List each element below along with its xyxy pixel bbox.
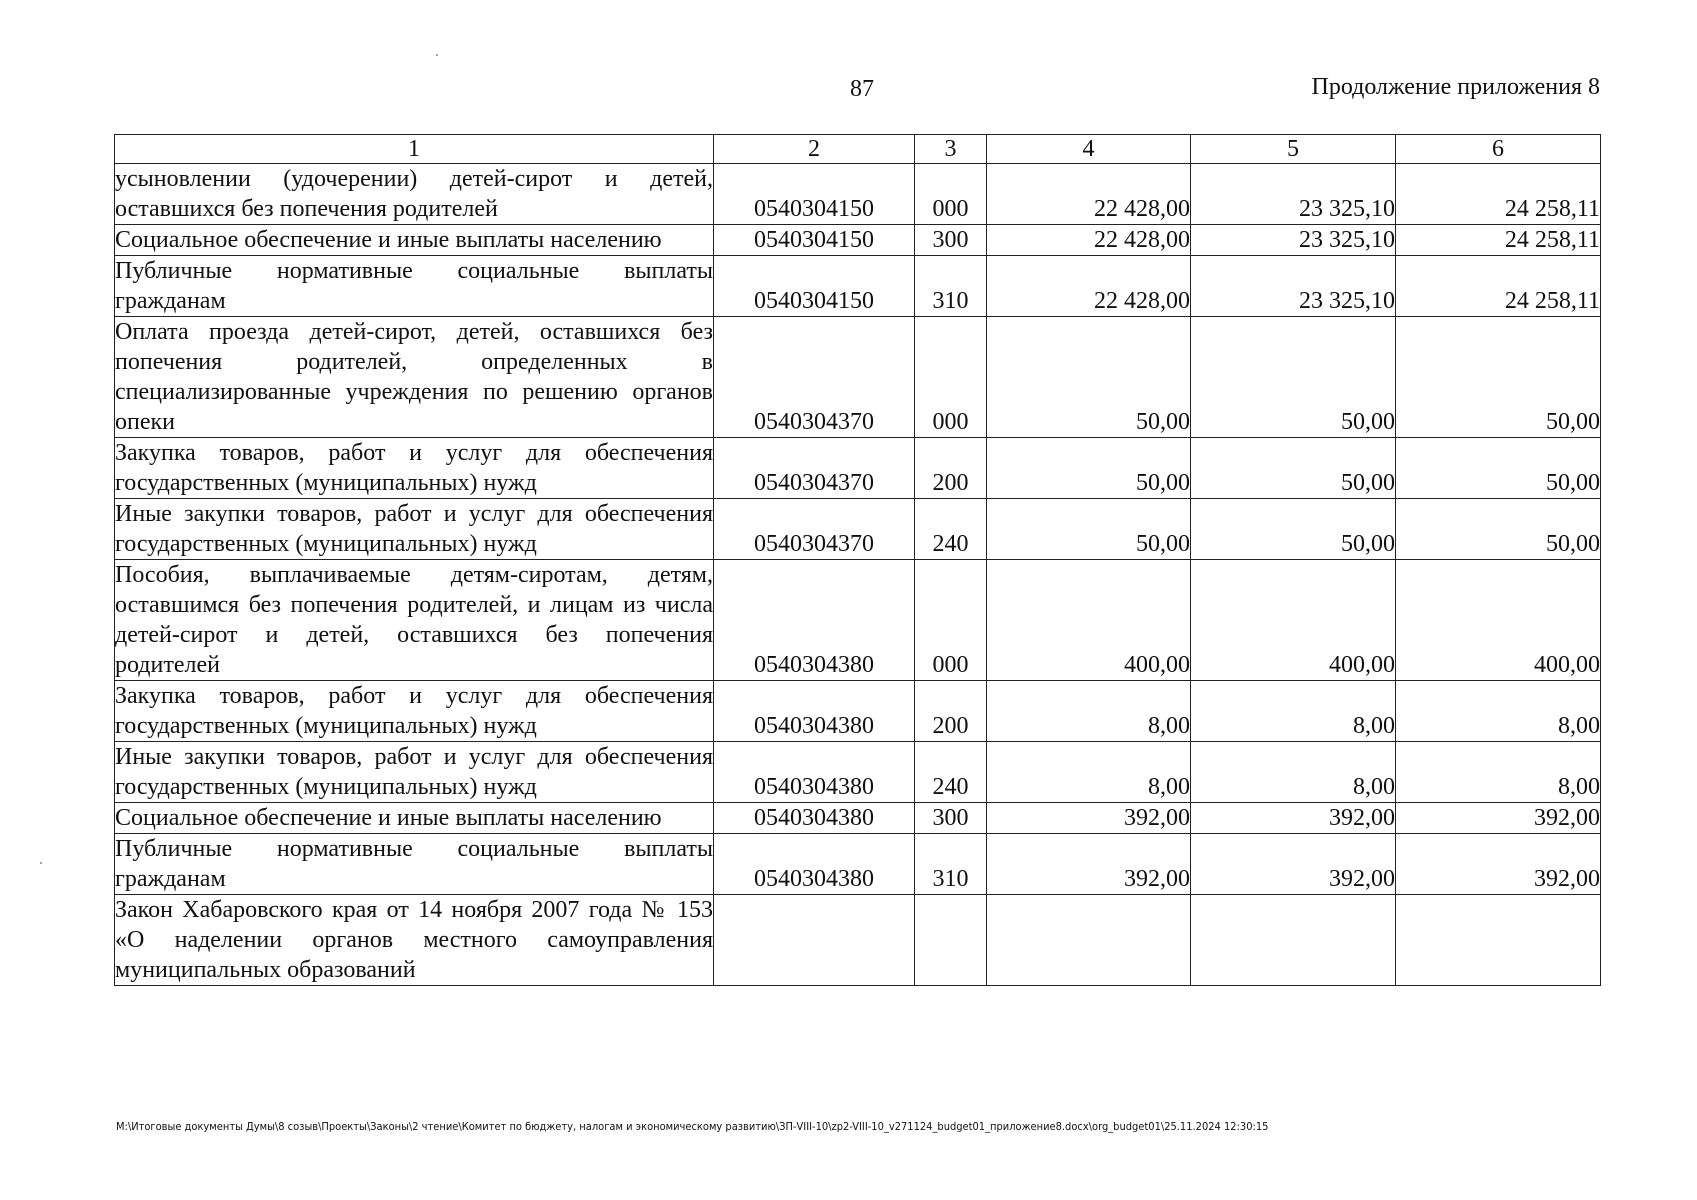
target-article-code-cell: 0540304380	[714, 560, 915, 681]
amount-year2-cell: 50,00	[1191, 438, 1396, 499]
amount-year1-cell: 22 428,00	[987, 164, 1191, 225]
target-article-code-cell: 0540304370	[714, 317, 915, 438]
expense-type-cell: 200	[915, 681, 987, 742]
target-article-code-cell: 0540304380	[714, 834, 915, 895]
expense-type-cell: 000	[915, 317, 987, 438]
amount-year2-cell: 400,00	[1191, 560, 1396, 681]
column-header: 3	[915, 135, 987, 164]
amount-year2-cell: 50,00	[1191, 499, 1396, 560]
amount-year2-cell	[1191, 895, 1396, 986]
amount-year3-cell: 8,00	[1396, 742, 1601, 803]
file-path-footer: M:\Итоговые документы Думы\8 созыв\Проекты\Законы\2 чтение\Комитет по бюджету, налогам и экономическому развитию\ЗП-VIII-10\zp2-VIII-10_v271124_budget01_приложение8.docx\org_budget01\25.11.2024 12:30:15	[116, 1120, 1269, 1133]
column-number-row	[115, 135, 1601, 164]
amount-year1-cell	[987, 895, 1191, 986]
row-name-cell: Социальное обеспечение и иные выплаты населению	[115, 803, 714, 834]
amount-year3-cell: 8,00	[1396, 681, 1601, 742]
expense-type-cell: 000	[915, 164, 987, 225]
table-row	[115, 317, 1601, 438]
table-row	[115, 803, 1601, 834]
table-row	[115, 681, 1601, 742]
amount-year1-cell: 50,00	[987, 317, 1191, 438]
row-name-cell: Иные закупки товаров, работ и услуг для обеспечения государственных (муниципальных) нужд	[115, 499, 714, 560]
amount-year2-cell: 23 325,10	[1191, 256, 1396, 317]
table-row	[115, 834, 1601, 895]
target-article-code-cell: 0540304370	[714, 499, 915, 560]
amount-year3-cell: 392,00	[1396, 834, 1601, 895]
expense-type-cell: 240	[915, 499, 987, 560]
amount-year3-cell: 50,00	[1396, 499, 1601, 560]
expense-type-cell	[915, 895, 987, 986]
table-row	[115, 164, 1601, 225]
row-name-cell: Иные закупки товаров, работ и услуг для обеспечения государственных (муниципальных) нужд	[115, 742, 714, 803]
row-name-cell: Публичные нормативные социальные выплаты гражданам	[115, 256, 714, 317]
table-row	[115, 895, 1601, 986]
target-article-code-cell: 0540304370	[714, 438, 915, 499]
column-header: 2	[714, 135, 915, 164]
scan-speck	[40, 862, 42, 864]
amount-year3-cell: 24 258,11	[1396, 164, 1601, 225]
row-name-cell: Закупка товаров, работ и услуг для обеспечения государственных (муниципальных) нужд	[115, 438, 714, 499]
amount-year1-cell: 392,00	[987, 803, 1191, 834]
column-header: 5	[1191, 135, 1396, 164]
amount-year2-cell: 23 325,10	[1191, 164, 1396, 225]
expense-type-cell: 300	[915, 225, 987, 256]
page-number: 87	[850, 76, 874, 102]
table-row	[115, 499, 1601, 560]
amount-year3-cell	[1396, 895, 1601, 986]
amount-year3-cell: 392,00	[1396, 803, 1601, 834]
expense-type-cell: 310	[915, 256, 987, 317]
expense-type-cell: 000	[915, 560, 987, 681]
row-name-cell: Пособия, выплачиваемые детям-сиротам, детям, оставшимся без попечения родителей, и лицам из числа детей-сирот и детей, оставшихся без попечения родителей	[115, 560, 714, 681]
column-header: 4	[987, 135, 1191, 164]
row-name-cell: Публичные нормативные социальные выплаты гражданам	[115, 834, 714, 895]
target-article-code-cell: 0540304150	[714, 256, 915, 317]
amount-year2-cell: 50,00	[1191, 317, 1396, 438]
column-header: 6	[1396, 135, 1601, 164]
amount-year1-cell: 400,00	[987, 560, 1191, 681]
target-article-code-cell: 0540304380	[714, 681, 915, 742]
table-row	[115, 560, 1601, 681]
target-article-code-cell: 0540304380	[714, 742, 915, 803]
amount-year1-cell: 50,00	[987, 499, 1191, 560]
amount-year2-cell: 8,00	[1191, 742, 1396, 803]
target-article-code-cell: 0540304150	[714, 164, 915, 225]
amount-year3-cell: 24 258,11	[1396, 256, 1601, 317]
row-name-cell: Закон Хабаровского края от 14 ноября 2007 года № 153 «О наделении органов местного самоуправления муниципальных образований	[115, 895, 714, 986]
target-article-code-cell: 0540304380	[714, 803, 915, 834]
expense-type-cell: 200	[915, 438, 987, 499]
amount-year2-cell: 392,00	[1191, 834, 1396, 895]
target-article-code-cell	[714, 895, 915, 986]
row-name-cell: усыновлении (удочерении) детей-сирот и детей, оставшихся без попечения родителей	[115, 164, 714, 225]
amount-year2-cell: 392,00	[1191, 803, 1396, 834]
amount-year2-cell: 8,00	[1191, 681, 1396, 742]
column-header: 1	[115, 135, 714, 164]
amount-year2-cell: 23 325,10	[1191, 225, 1396, 256]
amount-year3-cell: 400,00	[1396, 560, 1601, 681]
amount-year1-cell: 22 428,00	[987, 225, 1191, 256]
expense-type-cell: 240	[915, 742, 987, 803]
table-body	[115, 164, 1601, 986]
amount-year1-cell: 8,00	[987, 681, 1191, 742]
budget-table	[114, 134, 1601, 986]
amount-year3-cell: 50,00	[1396, 317, 1601, 438]
table-row	[115, 438, 1601, 499]
table-row	[115, 256, 1601, 317]
appendix-label: Продолжение приложения 8	[1311, 74, 1600, 100]
expense-type-cell: 300	[915, 803, 987, 834]
table-row	[115, 742, 1601, 803]
target-article-code-cell: 0540304150	[714, 225, 915, 256]
table-row	[115, 225, 1601, 256]
row-name-cell: Закупка товаров, работ и услуг для обеспечения государственных (муниципальных) нужд	[115, 681, 714, 742]
amount-year1-cell: 50,00	[987, 438, 1191, 499]
amount-year1-cell: 392,00	[987, 834, 1191, 895]
amount-year3-cell: 50,00	[1396, 438, 1601, 499]
expense-type-cell: 310	[915, 834, 987, 895]
scan-speck	[436, 54, 438, 56]
amount-year1-cell: 22 428,00	[987, 256, 1191, 317]
amount-year3-cell: 24 258,11	[1396, 225, 1601, 256]
row-name-cell: Социальное обеспечение и иные выплаты населению	[115, 225, 714, 256]
amount-year1-cell: 8,00	[987, 742, 1191, 803]
row-name-cell: Оплата проезда детей-сирот, детей, оставшихся без попечения родителей, определенных в специализированные учреждения по решению органов опеки	[115, 317, 714, 438]
